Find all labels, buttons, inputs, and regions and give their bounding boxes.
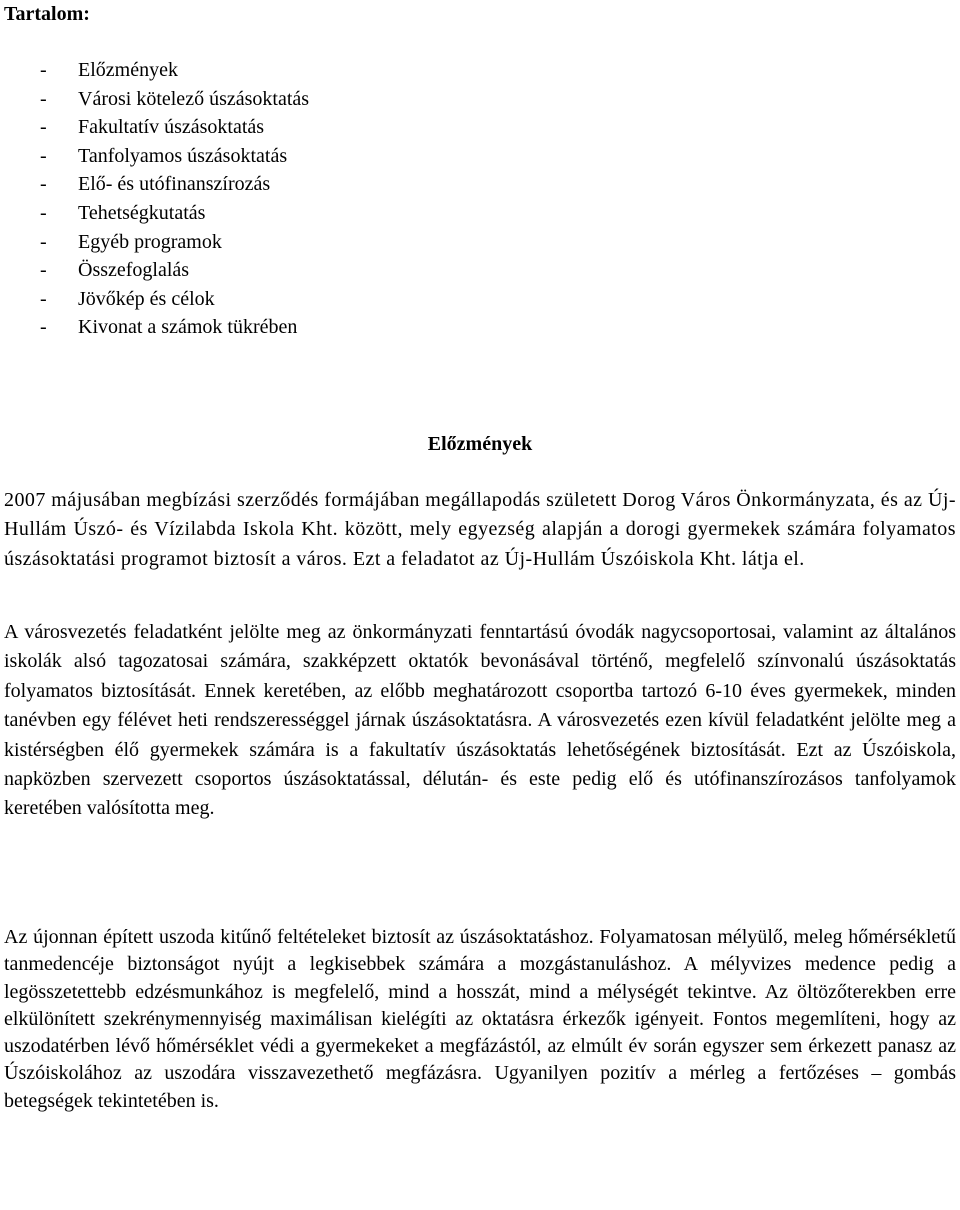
toc-item-label: Városi kötelező úszásoktatás — [78, 87, 310, 110]
toc-item-label: Jövőkép és célok — [78, 287, 215, 310]
toc-item — [40, 142, 309, 171]
toc-item-label: Egyéb programok — [78, 230, 222, 253]
toc-dash: - — [40, 173, 47, 196]
toc-item-label: Tehetségkutatás — [78, 201, 206, 224]
toc-item — [40, 170, 309, 199]
toc-item-label: Elő- és utófinanszírozás — [78, 173, 271, 196]
toc-dash: - — [40, 316, 47, 339]
toc-item-label: Kivonat a számok tükrében — [78, 316, 298, 339]
toc-dash: - — [40, 201, 47, 224]
toc-item — [40, 256, 309, 285]
toc-dash: - — [40, 59, 47, 81]
table-of-contents — [40, 56, 309, 342]
toc-heading: Tartalom: — [4, 3, 90, 25]
toc-item-label: Fakultatív úszásoktatás — [78, 116, 265, 139]
toc-dash: - — [40, 87, 47, 110]
toc-item — [40, 285, 309, 314]
toc-dash: - — [40, 259, 47, 282]
toc-item — [40, 113, 309, 142]
toc-item — [40, 313, 309, 342]
body-paragraph: Az újonnan épített uszoda kitűnő feltételeket biztosít az úszásoktatáshoz. Folyamatosan mélyülő, meleg hőmérsékletű tanmedencéje biztonságot nyújt a legkisebbek számára a mozgástanuláshoz. A mélyvizes medence pedig a legösszetettebb edzésmunkához is megfelelő, mind a hosszát, mind a mélységét tekintve. Az öltözőterekben erre elkülönített szekrénymennyiség maximálisan kielégíti az oktatásra érkezők igényeit. Fontos megemlíteni, hogy az uszodatérben lévő hőmérséklet védi a gyermekeket a megfázástól, az elmúlt év során egyszer sem érkezett panasz az Úszóiskolához az uszodára visszavezethető megfázásra. Ugyanilyen pozitív a mérleg a fertőzéses – gombás betegségek tekintetében is. — [4, 926, 956, 1112]
toc-item-label: Előzmények — [78, 59, 178, 81]
toc-item-label: Tanfolyamos úszásoktatás — [78, 144, 288, 167]
toc-item — [40, 85, 309, 114]
toc-item — [40, 228, 309, 257]
toc-dash: - — [40, 230, 47, 253]
body-paragraph: A városvezetés feladatként jelölte meg az önkormányzati fenntartású óvodák nagycsoportosai, valamint az általános iskolák alsó tagozatosai számára, szakképzett oktatók bevonásával történő, megfelelő színvonalú úszásoktatás folyamatos biztosítását. Ennek keretében, az előbb meghatározott csoportba tartozó 6-10 éves gyermekek, minden tanévben egy félévet heti rendszerességgel járnak úszásoktatásra. A városvezetés ezen kívül feladatként jelölte meg a kistérségben élő gyermekek számára is a fakultatív úszásoktatás lehetőségének biztosítását. Ezt az Úszóiskola, napközben szervezett csoportos úszásoktatással, délután- és este pedig elő és utófinanszírozásos tanfolyamok keretében valósította meg. — [4, 621, 956, 820]
section-title: Előzmények — [427, 433, 533, 455]
body-paragraph: 2007 májusában megbízási szerződés formájában megállapodás született Dorog Város Önkormányzata, és az Új-Hullám Úszó- és Vízilabda Iskola Kht. között, mely egyezség alapján a dorogi gyermekek számára folyamatos úszásoktatási programot biztosít a város. Ezt a feladatot az Új-Hullám Úszóiskola Kht. látja el. — [4, 489, 956, 570]
toc-item-label: Összefoglalás — [78, 259, 190, 282]
toc-dash: - — [40, 116, 47, 139]
toc-item — [40, 56, 309, 85]
toc-item — [40, 199, 309, 228]
toc-dash: - — [40, 287, 47, 310]
toc-dash: - — [40, 144, 47, 167]
